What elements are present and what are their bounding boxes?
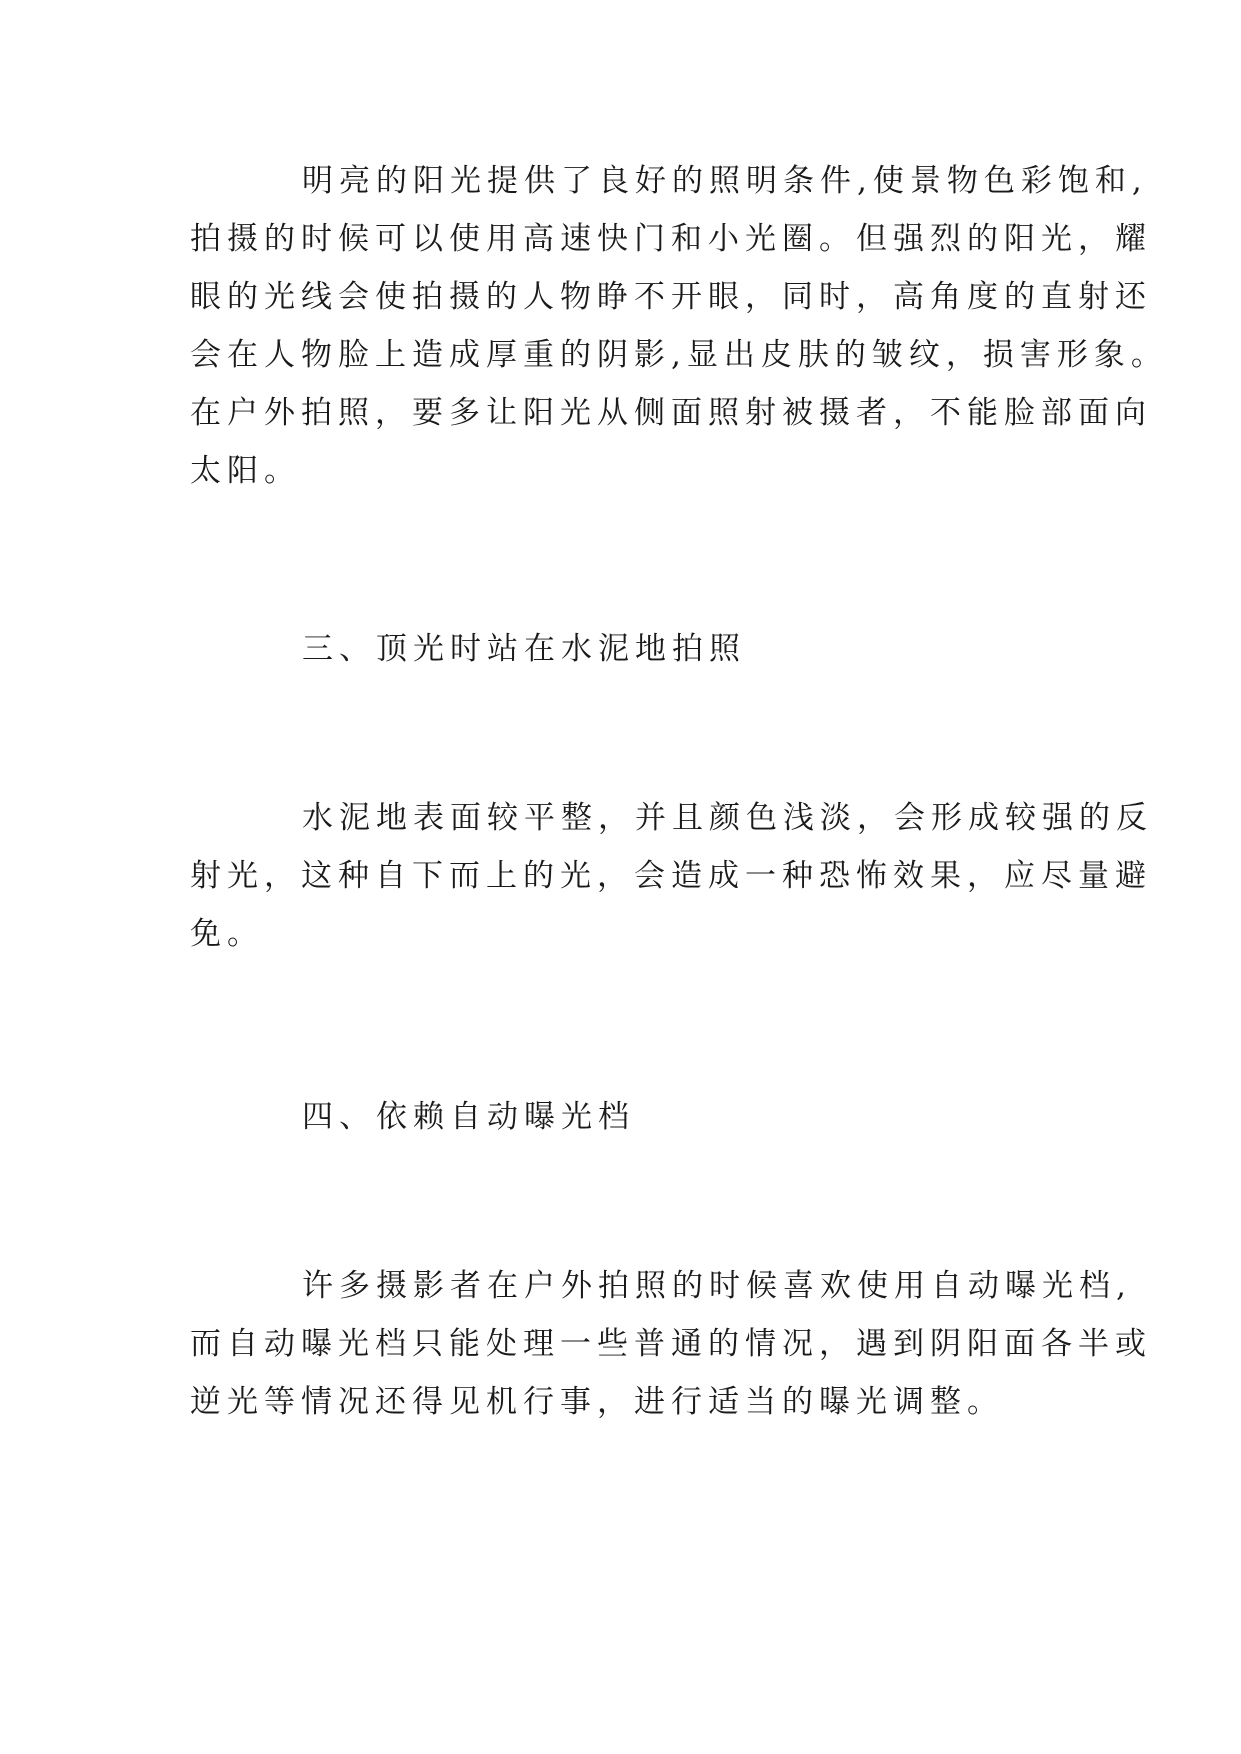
paragraph-line: 水泥地表面较平整，并且颜色浅淡，会形成较强的反 xyxy=(302,800,1153,836)
paragraph-sunlight xyxy=(190,152,1168,500)
paragraph-line: 而自动曝光档只能处理一些普通的情况，遇到阴阳面各半或 xyxy=(190,1326,1152,1362)
paragraph-line: 许多摄影者在户外拍照的时候喜欢使用自动曝光档, xyxy=(302,1268,1132,1304)
paragraph-line: 在户外拍照，要多让阳光从侧面照射被摄者，不能脸部面向 xyxy=(190,395,1152,431)
section-heading-4: 四、依赖自动曝光档 xyxy=(302,1099,635,1135)
paragraph-line: 射光，这种自下而上的光，会造成一种恐怖效果，应尽量避 xyxy=(190,858,1152,894)
paragraph-line: 会在人物脸上造成厚重的阴影,显出皮肤的皱纹，损害形象。 xyxy=(190,337,1168,373)
section-heading-3: 三、顶光时站在水泥地拍照 xyxy=(302,631,746,667)
paragraph-line: 明亮的阳光提供了良好的照明条件,使景物色彩饱和, xyxy=(302,163,1148,199)
paragraph-line: 免。 xyxy=(190,916,264,952)
paragraph-line: 拍摄的时候可以使用高速快门和小光圈。但强烈的阳光，耀 xyxy=(190,221,1152,257)
paragraph-line: 太阳。 xyxy=(190,453,301,489)
paragraph-auto-exposure xyxy=(190,1257,1152,1431)
paragraph-line: 眼的光线会使拍摄的人物睁不开眼，同时，高角度的直射还 xyxy=(190,279,1152,315)
paragraph-line: 逆光等情况还得见机行事，进行适当的曝光调整。 xyxy=(190,1384,1004,1420)
paragraph-cement xyxy=(190,789,1153,963)
